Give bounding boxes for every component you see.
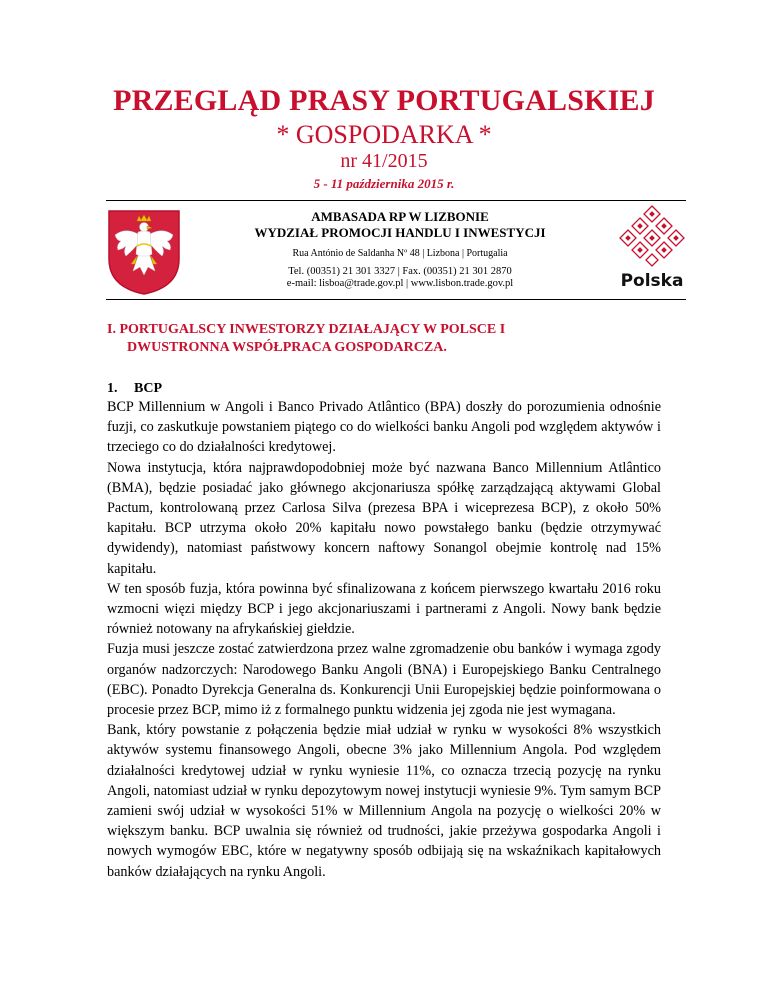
article-paragraph: BCP Millennium w Angoli i Banco Privado Atlântico (BPA) doszły do porozumienia odnośnie fuzji, co zaskutkuje powstaniem piątego co do wielkości banku Angoli pod względem aktywów i trzeciego co do działalności kredytowej. (107, 399, 661, 456)
department-name: WYDZIAŁ PROMOCJI HANDLU I INWESTYCJI (254, 225, 546, 240)
article-heading (107, 381, 162, 397)
article-number: 1. (107, 381, 118, 396)
article-title: BCP (134, 381, 162, 396)
embassy-name: AMBASADA RP W LIZBONIE (311, 209, 489, 224)
article-paragraph: Nowa instytucja, która najprawdopodobniej może być nazwana Banco Millennium Atlântico (BMA), będzie posiadać jako głównego akcjonariusza spółkę zarządzającą aktywami Global Pactum, kontrolowaną przez Carlosa Silva (prezesa BPA i wiceprezesa BCP), z około 50% kapitału. BCP utrzyma około 20% kapitału nowo powstałego banku (będzie otrzymywać dywidendy), natomiast państwowy koncern naftowy Sonangol obejmie kontrolę nad 15% kapitału. (107, 459, 661, 577)
article-body (107, 397, 661, 882)
polska-logo-icon (616, 203, 688, 291)
issue-number: nr 41/2015 (340, 150, 428, 172)
embassy-phone-fax: Tel. (00351) 21 301 3327 | Fax. (00351) 21 301 2870 (288, 266, 512, 277)
section-heading-line1: I. PORTUGALSCY INWESTORZY DZIAŁAJĄCY W POLSCE I (107, 322, 506, 337)
article-paragraph: Fuzja musi jeszcze zostać zatwierdzona przez walne zgromadzenie obu banków i wymaga zgody organów nadzorczych: Narodowego Banku Angoli (BNA) i Europejskiego Banku Centralnego (EBC). Ponadto Dyrekcja Generalna ds. Konkurencji Unii Europejskiej będzie poinformowana o procesie przez BCP, mimo iż z formalnego punktu widzenia jej zgoda nie jest wymagana. (107, 641, 661, 719)
article-paragraph: Bank, który powstanie z połączenia będzie miał udział w rynku w wysokości 8% wszystkich aktywów systemu finansowego Angoli, obecne 3% jako Millennium Angola. Pod względem działalności kredytowej udział w rynku wyniesie 11%, co oznacza trzecią pozycję na rynku Angoli, natomiast udział w rynku depozytowym nowej instytucji wyniesie 9%. Tym samym BCP zamieni swój udział w wysokości 51% w Millennium Angola na pozycję o wielkości 20% w większym banku. BCP uwalnia się również od trudności, jakie przeżywa gospodarka Angoli i nowych wymogów EBC, które w negatywny sposób odbijają się na wskaźnikach kapitałowych banków działających na rynku Angoli. (107, 722, 661, 880)
article-paragraph: W ten sposób fuzja, która powinna być sfinalizowana z końcem pierwszego kwartału 2016 roku wzmocni więzi między BCP i jego akcjonariuszami i partnerami z Angoli. Nowy bank będzie również notowany na afrykańskiej giełdzie. (107, 580, 661, 638)
embassy-address: Rua António de Saldanha Nº 48 | Lizbona | Portugalia (292, 248, 508, 259)
section-heading (107, 321, 667, 357)
document-title: PRZEGLĄD PRASY PORTUGALSKIEJ (113, 84, 655, 117)
polska-logo-text: Polska (620, 271, 684, 291)
issue-dates: 5 - 11 października 2015 r. (313, 176, 455, 191)
section-heading-line2: DWUSTRONNA WSPÓŁPRACA GOSPODARCZA. (127, 340, 447, 355)
header-divider-bottom (106, 299, 686, 300)
polish-eagle-emblem-icon (107, 209, 181, 295)
header-divider-top (106, 200, 686, 201)
document-subtitle: * GOSPODARKA * (276, 120, 492, 149)
embassy-email-web: e-mail: lisboa@trade.gov.pl | www.lisbon.trade.gov.pl (286, 278, 514, 289)
